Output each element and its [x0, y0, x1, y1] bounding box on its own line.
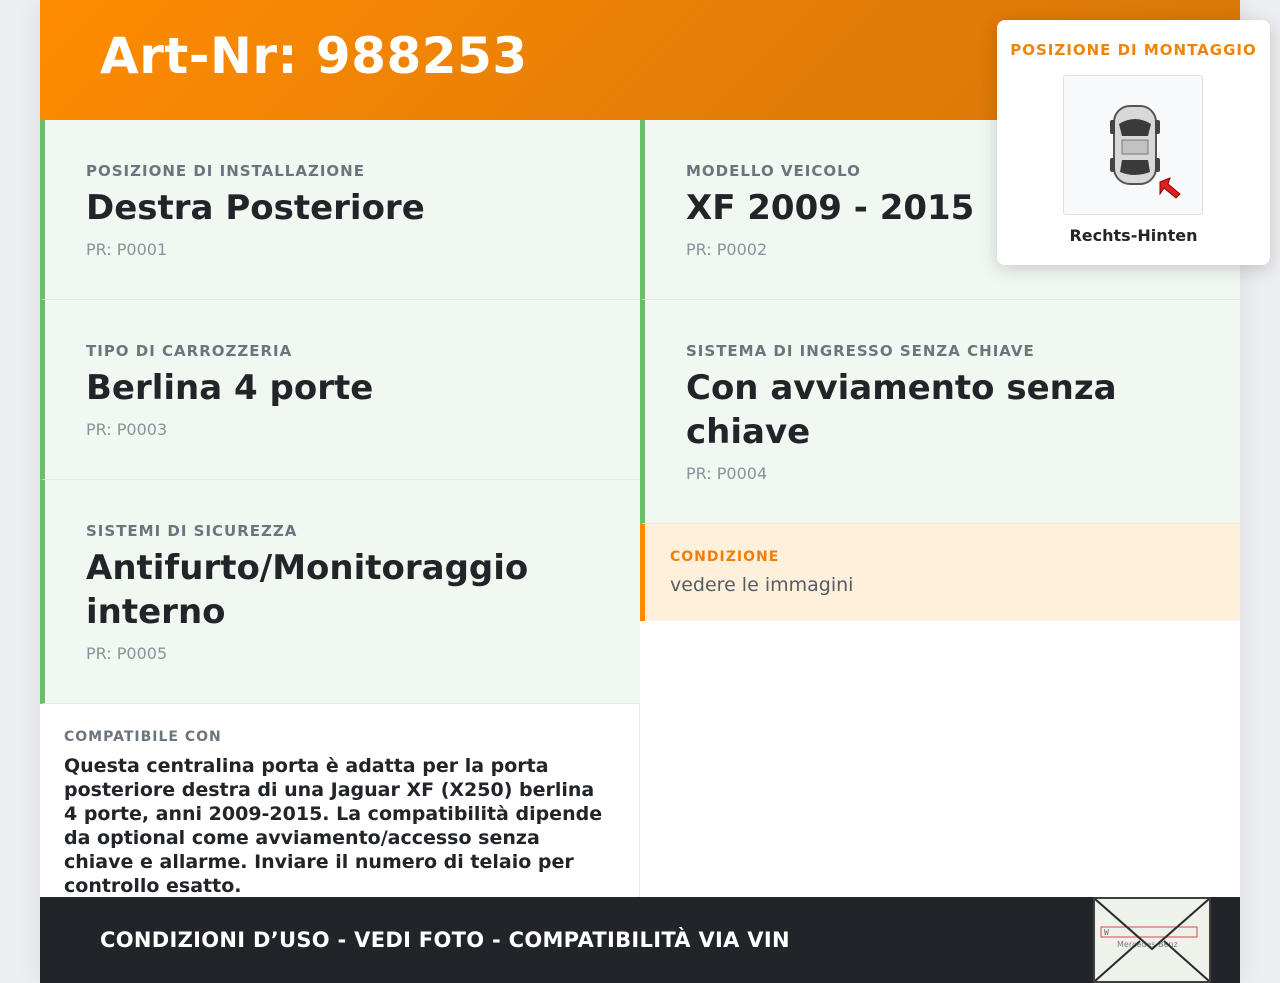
spec-pr-code: PR: P0001	[86, 240, 168, 259]
compatibility-text: Questa centralina porta è adatta per la porta posteriore destra di una Jaguar XF (X250) berlina 4 porte, anni 2009-2015. La compatibilità dipende da optional come avviamento/accesso senza chiave e allarme. Inviare il numero di telaio per controllo esatto.	[64, 755, 603, 897]
compatibility-label: COMPATIBILE CON	[64, 729, 222, 745]
car-top-view-icon	[1063, 75, 1203, 215]
spec-value: XF 2009 - 2015	[686, 188, 975, 228]
footer-text: CONDIZIONI D’USO - VEDI FOTO - COMPATIBILITÀ VIA VIN	[100, 928, 790, 952]
spec-pr-code: PR: P0005	[86, 644, 168, 663]
spec-pr-code: PR: P0004	[686, 464, 768, 483]
popup-caption: Rechts-Hinten	[1069, 226, 1198, 245]
spec-pr-code: PR: P0003	[86, 420, 168, 439]
envelope-icon	[1095, 899, 1209, 981]
spec-value: Con avviamento senza chiave	[686, 368, 1117, 452]
popup-title: POSIZIONE DI MONTAGGIO	[1010, 41, 1257, 59]
spec-label: POSIZIONE DI INSTALLAZIONE	[86, 162, 365, 180]
spec-label: MODELLO VEICOLO	[686, 162, 861, 180]
spec-label: SISTEMA DI INGRESSO SENZA CHIAVE	[686, 342, 1035, 360]
spec-label: TIPO DI CARROZZERIA	[86, 342, 293, 360]
compatibility-section	[40, 704, 640, 897]
mounting-position-popup	[997, 20, 1270, 265]
spec-security-systems	[40, 480, 640, 704]
article-number: Art-Nr: 988253	[100, 27, 528, 85]
spec-value: Destra Posteriore	[86, 188, 425, 228]
spec-keyless-entry	[640, 300, 1240, 524]
spec-installation-position	[40, 120, 640, 300]
product-sheet	[40, 0, 1257, 983]
condition-box	[640, 524, 1240, 621]
stamp-brand: Mercedes-Benz	[1117, 940, 1178, 949]
spec-label: SISTEMI DI SICUREZZA	[86, 522, 298, 540]
vin-stamp-icon[interactable]	[1093, 897, 1211, 983]
spec-pr-code: PR: P0002	[686, 240, 768, 259]
spec-body-type	[40, 300, 640, 480]
condition-value: vedere le immagini	[670, 574, 854, 596]
footer-bar	[40, 897, 1240, 983]
spec-value: Antifurto/Monitoraggio interno	[86, 548, 529, 632]
spec-value: Berlina 4 porte	[86, 368, 374, 408]
stamp-vin-prefix: W	[1104, 928, 1109, 937]
condition-label: CONDIZIONE	[670, 549, 780, 565]
red-arrow-icon	[1160, 178, 1180, 198]
